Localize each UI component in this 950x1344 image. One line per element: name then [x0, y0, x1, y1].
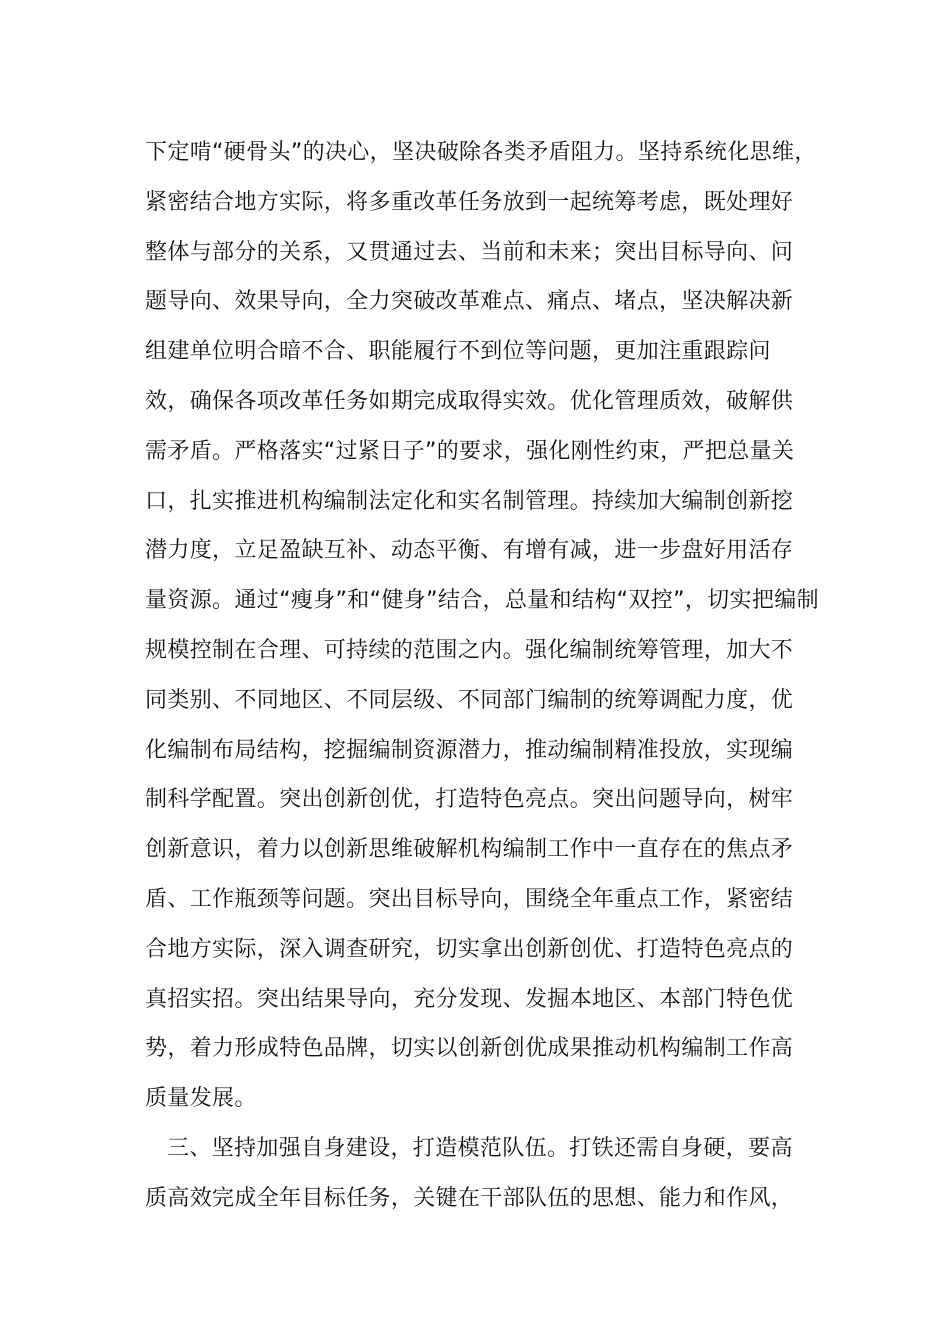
- text-line: 效，确保各项改革任务如期完成取得实效。优化管理质效，破解供: [145, 388, 794, 414]
- text-line: 创新意识，着力以创新思维破解机构编制工作中一直存在的焦点矛: [145, 837, 794, 863]
- text-line: 质量发展。: [145, 1086, 257, 1112]
- text-line: 潜力度，立足盈缺互补、动态平衡、有增有减，进一步盘好用活存: [145, 538, 794, 564]
- paragraph: [145, 128, 819, 1124]
- text-line: 势，着力形成特色品牌，切实以创新创优成果推动机构编制工作高: [145, 1036, 794, 1062]
- text-line: 题导向、效果导向，全力突破改革难点、痛点、堵点，坚决解决新: [145, 289, 794, 315]
- paragraph: [145, 1124, 810, 1224]
- text-line: 量资源。通过“瘦身”和“健身”结合，总量和结构“双控”，切实把编制: [145, 588, 819, 614]
- text-line: 质高效完成全年目标任务，关键在干部队伍的思想、能力和作风，: [145, 1185, 794, 1211]
- text-line: 真招实招。突出结果导向，充分发现、发掘本地区、本部门特色优: [145, 986, 794, 1012]
- text-line: 化编制布局结构，挖掘编制资源潜力，推动编制精准投放，实现编: [145, 737, 794, 763]
- text-line: 规模控制在合理、可持续的范围之内。强化编制统筹管理，加大不: [145, 637, 794, 663]
- text-line: 口，扎实推进机构编制法定化和实名制管理。持续加大编制创新挖: [145, 488, 794, 514]
- text-line: 同类别、不同地区、不同层级、不同部门编制的统筹调配力度，优: [145, 687, 794, 713]
- text-line: 三、坚持加强自身建设，打造模范队伍。打铁还需自身硬，要高: [167, 1135, 793, 1161]
- document-body: [145, 128, 819, 1224]
- text-line: 下定啃“硬骨头”的决心，坚决破除各类矛盾阻力。坚持系统化思维，: [145, 140, 817, 165]
- text-line: 盾、工作瓶颈等问题。突出目标导向，围绕全年重点工作，紧密结: [145, 886, 794, 912]
- text-line: 合地方实际，深入调查研究，切实拿出创新创优、打造特色亮点的: [145, 936, 794, 962]
- text-line: 制科学配置。突出创新创优，打造特色亮点。突出问题导向，树牢: [145, 787, 794, 813]
- text-line: 组建单位明合暗不合、职能履行不到位等问题，更加注重跟踪问: [145, 339, 771, 365]
- text-line: 需矛盾。严格落实“过紧日子”的要求，强化刚性约束，严把总量关: [145, 438, 795, 464]
- text-line: 整体与部分的关系，又贯通过去、当前和未来；突出目标导向、问: [145, 239, 794, 265]
- text-line: 紧密结合地方实际，将多重改革任务放到一起统筹考虑，既处理好: [145, 189, 794, 215]
